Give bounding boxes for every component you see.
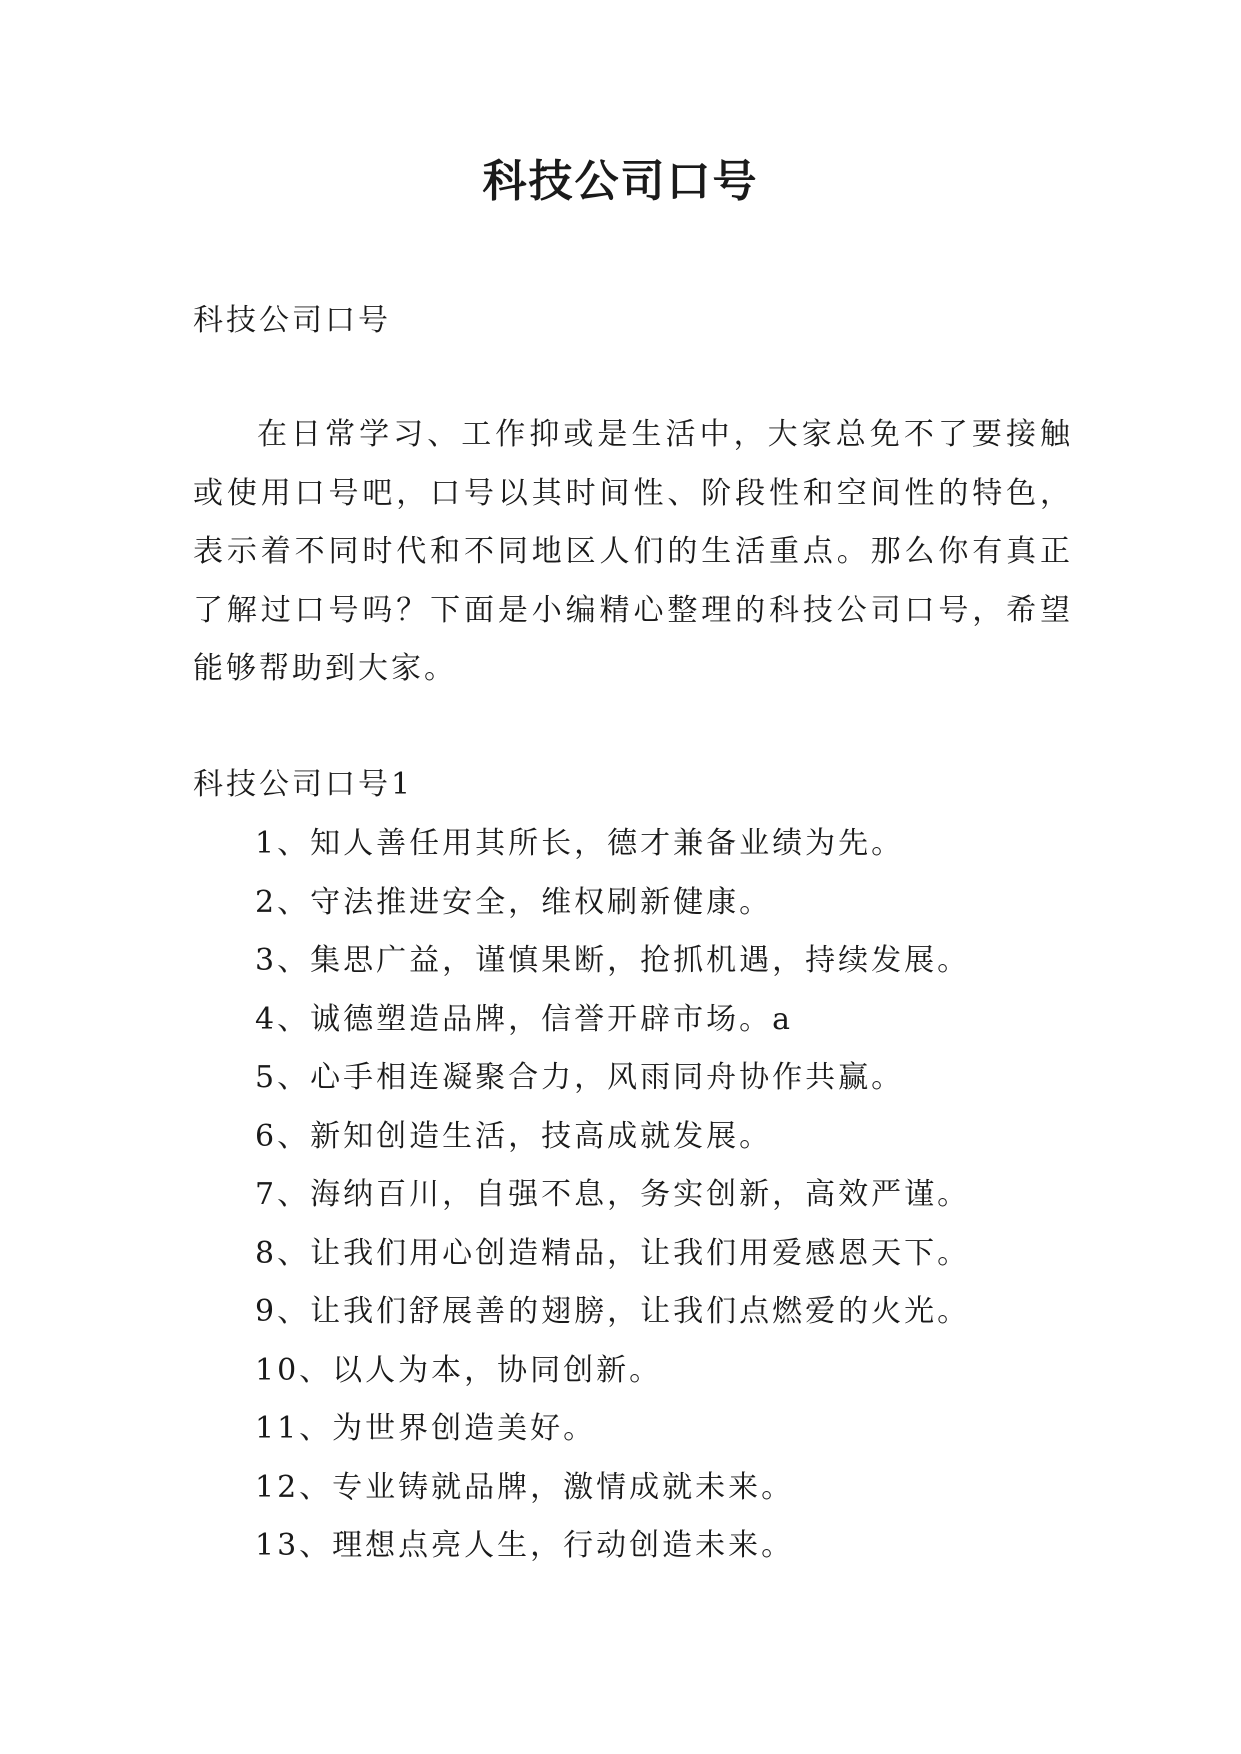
slogan-item: 5、心手相连凝聚合力，风雨同舟协作共赢。 xyxy=(255,1060,905,1095)
slogan-item: 12、专业铸就品牌，激情成就未来。 xyxy=(255,1469,795,1505)
slogan-item: 11、为世界创造美好。 xyxy=(255,1411,597,1446)
slogan-item: 6、新知创造生活，技高成就发展。 xyxy=(255,1118,773,1154)
slogan-item: 7、海纳百川，自强不息，务实创新，高效严谨。 xyxy=(255,1177,971,1212)
slogan-item: 10、以人为本，协同创新。 xyxy=(255,1352,663,1388)
document-subtitle: 科技公司口号 xyxy=(193,303,391,338)
slogan-item: 4、诚德塑造品牌，信誉开辟市场。a xyxy=(255,1001,793,1037)
document-title: 科技公司口号 xyxy=(482,156,759,207)
slogan-item: 8、让我们用心创造精品，让我们用爱感恩天下。 xyxy=(255,1235,971,1271)
intro-paragraph: 在日常学习、工作抑或是生活中，大家总免不了要接触或使用口号吧，口号以其时间性、阶段性和空间性的特色，表示着不同时代和不同地区人们的生活重点。那么你有真正了解过口号吗？下面是小编精心整理的科技公司口号，希望能够帮助到大家。 xyxy=(193,417,1073,686)
slogan-item: 2、守法推进安全，维权刷新健康。 xyxy=(255,884,773,920)
slogan-item: 3、集思广益，谨慎果断，抢抓机遇，持续发展。 xyxy=(255,943,971,978)
slogan-item: 13、理想点亮人生，行动创造未来。 xyxy=(255,1528,795,1563)
slogan-item: 9、让我们舒展善的翅膀，让我们点燃爱的火光。 xyxy=(255,1294,971,1329)
slogan-item: 1、知人善任用其所长，德才兼备业绩为先。 xyxy=(255,826,905,861)
slogan-list xyxy=(255,815,1075,1576)
section-heading: 科技公司口号1 xyxy=(193,767,414,802)
